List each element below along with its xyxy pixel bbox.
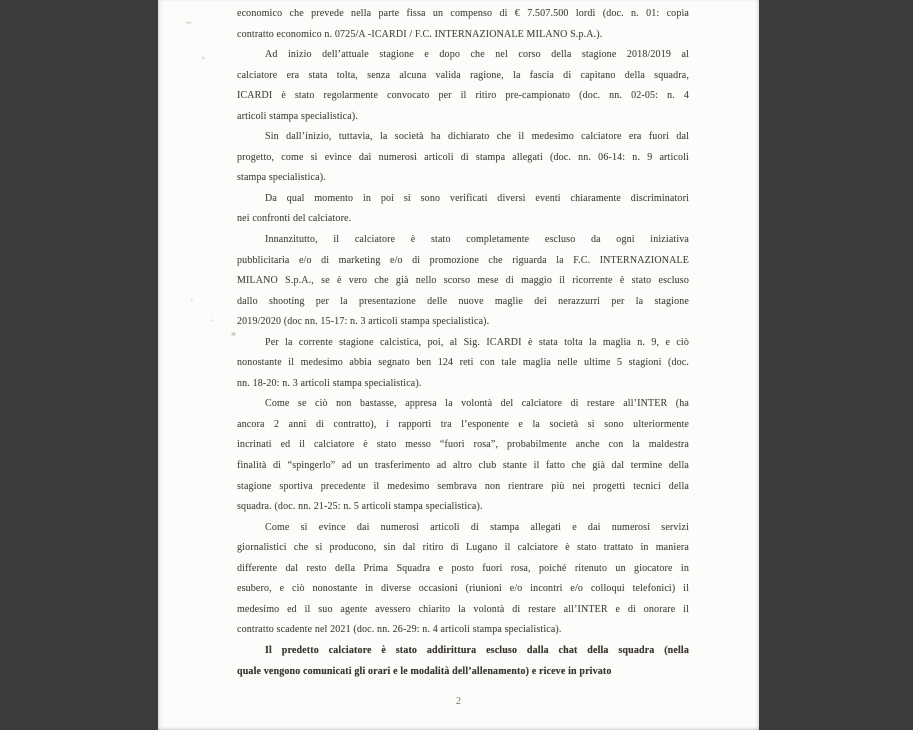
document-line: contratto scadente nel 2021 (doc. nn. 26-29: n. 4 articoli stampa specialistica). <box>237 624 562 636</box>
document-line: Ad inizio dell’attuale stagione e dopo che nel corso della stagione 2018/2019 al <box>265 49 689 61</box>
document-line: giornalistici che si producono, sin dal ritiro di Lugano il calciatore è stato trattato in maniera <box>237 542 689 554</box>
document-line: 2019/2020 (doc nn. 15-17: n. 3 articoli stampa specialistica). <box>237 316 490 328</box>
document-line: finalità di “spingerlo” ad un trasferimento ad altro club stante il fatto che già dal termine della <box>237 460 689 472</box>
letterbox-left <box>0 0 158 730</box>
document-line: progetto, come si evince dai numerosi articoli di stampa allegati (doc. nn. 06-14: n. 9 articoli <box>237 151 689 163</box>
document-line: MILANO S.p.A., se è vero che già nello scorso mese di maggio il ricorrente è stato escluso <box>237 275 689 287</box>
document-line: medesimo ed il suo agente avessero chiarito la volontà di restare all’INTER e di onorare il <box>237 603 689 615</box>
document-text <box>237 4 689 682</box>
document-line: quale vengono comunicati gli orari e le modalità dell’allenamento) e riceve in privato <box>237 665 612 677</box>
document-line: esubero, e ciò nonostante in diverse occasioni (riunioni e/o incontri e/o colloqui telefonici) il <box>237 583 689 595</box>
document-line: Come si evince dai numerosi articoli di stampa allegati e dai numerosi servizi <box>265 521 689 533</box>
scan-artifact: · <box>190 296 194 307</box>
document-line: economico che prevede nella parte fissa un compenso di € 7.507.500 lordi (doc. n. 01: copia <box>237 8 689 19</box>
document-line: incrinati ed il calciatore è stato messo “fuori rosa”, probabilmente anche con la maldestra <box>237 439 689 451</box>
document-line: ICARDI è stato regolarmente convocato per il ritiro pre-campionato (doc. nn. 02-05: n. 4 <box>237 90 689 102</box>
document-line: stampa specialistica). <box>237 172 326 184</box>
document-line: Per la corrente stagione calcistica, poi, al Sig. ICARDI è stata tolta la maglia n. 9, e ciò <box>265 336 689 348</box>
document-line: Da qual momento in poi si sono verificati diversi eventi chiaramente discriminatori <box>265 192 689 204</box>
page-number: 2 <box>455 696 462 707</box>
scan-artifact: · <box>210 316 214 327</box>
document-line: ancora 2 anni di contratto), i rapporti tra l’esponente e la società si sono ulteriormente <box>237 418 689 430</box>
document-line: Il predetto calciatore è stato addirittura escluso dalla chat della squadra (nella <box>265 644 689 656</box>
document-line: contratto economico n. 0725/A -ICARDI / F.C. INTERNAZIONALE MILANO S.p.A.). <box>237 28 603 40</box>
document-line: Sin dall’inizio, tuttavia, la società ha dichiarato che il medesimo calciatore era fuori dal <box>265 131 689 143</box>
scan-artifact: ~ <box>186 18 192 29</box>
document-line: differente dal resto della Prima Squadra e posto fuori rosa, poiché ritenuto un giocatore in <box>237 562 689 574</box>
document-line: nonostante il medesimo abbia segnato ben 124 reti con tale maglia nelle ultime 5 stagioni (doc. <box>237 357 689 369</box>
document-line: articoli stampa specialistica). <box>237 110 358 122</box>
document-line: nei confronti del calciatore. <box>237 213 352 225</box>
letterbox-right <box>759 0 913 730</box>
scan-artifact: * <box>231 331 236 342</box>
document-page <box>158 0 759 730</box>
document-line: dallo shooting per la presentazione delle nuove maglie dei nerazzurri per la stagione <box>237 295 689 307</box>
document-line: Come se ciò non bastasse, appresa la volontà del calciatore di restare all’INTER (ha <box>265 398 689 410</box>
document-line: nn. 18-20: n. 3 articoli stampa specialistica). <box>237 377 422 389</box>
document-line: stagione sportiva precedente il medesimo sembrava non rientrare più nei progetti tecnici della <box>237 480 689 492</box>
document-line: pubblicitaria e/o di marketing e/o di promozione che riguarda la F.C. INTERNAZIONALE <box>237 254 689 266</box>
document-line: Innanzitutto, il calciatore è stato completamente escluso da ogni iniziativa <box>265 234 689 246</box>
document-line: squadra. (doc. nn. 21-25: n. 5 articoli stampa specialistica). <box>237 501 483 513</box>
document-line: calciatore era stata tolta, senza alcuna valida ragione, la fascia di capitano della squadra, <box>237 69 689 81</box>
scan-artifact: , <box>202 50 205 61</box>
